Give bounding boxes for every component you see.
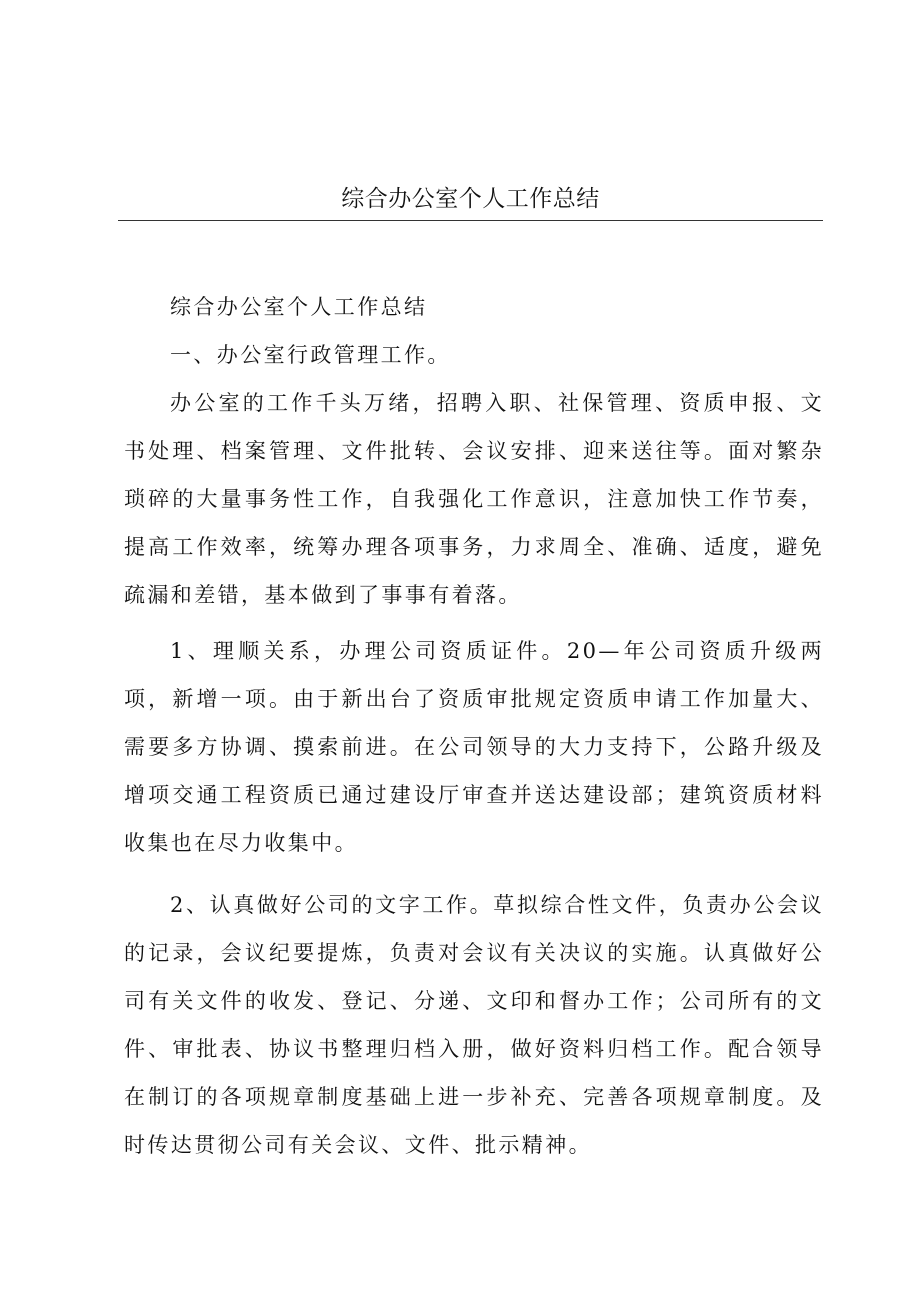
- body-paragraph: 1、理顺关系，办理公司资质证件。20—年公司资质升级两项，新增一项。由于新出台了资质审批规定资质申请工作加量大、需要多方协调、摸索前进。在公司领导的大力支持下，公路升级及增项交通工程资质已通过建设厅审查并送达建设部；建筑资质材料收集也在尽力收集中。: [124, 639, 824, 855]
- body-paragraph: 办公室的工作千头万绪，招聘入职、社保管理、资质申报、文书处理、档案管理、文件批转、会议安排、迎来送往等。面对繁杂琐碎的大量事务性工作，自我强化工作意识，注意加快工作节奏，提高工作效率，统筹办理各项事务，力求周全、准确、适度，避免疏漏和差错，基本做到了事事有着落。: [124, 391, 824, 607]
- document-body: [124, 283, 824, 1169]
- body-title-paragraph: 综合办公室个人工作总结: [170, 295, 428, 319]
- section-heading: 一、办公室行政管理工作。: [170, 343, 451, 367]
- page-header: [118, 184, 823, 221]
- body-paragraph: 2、认真做好公司的文字工作。草拟综合性文件，负责办公会议的记录，会议纪要提炼，负责对会议有关决议的实施。认真做好公司有关文件的收发、登记、分递、文印和督办工作；公司所有的文件、审批表、协议书整理归档入册，做好资料归档工作。配合领导在制订的各项规章制度基础上进一步补充、完善各项规章制度。及时传达贯彻公司有关会议、文件、批示精神。: [124, 893, 824, 1157]
- header-title: 综合办公室个人工作总结: [341, 186, 600, 212]
